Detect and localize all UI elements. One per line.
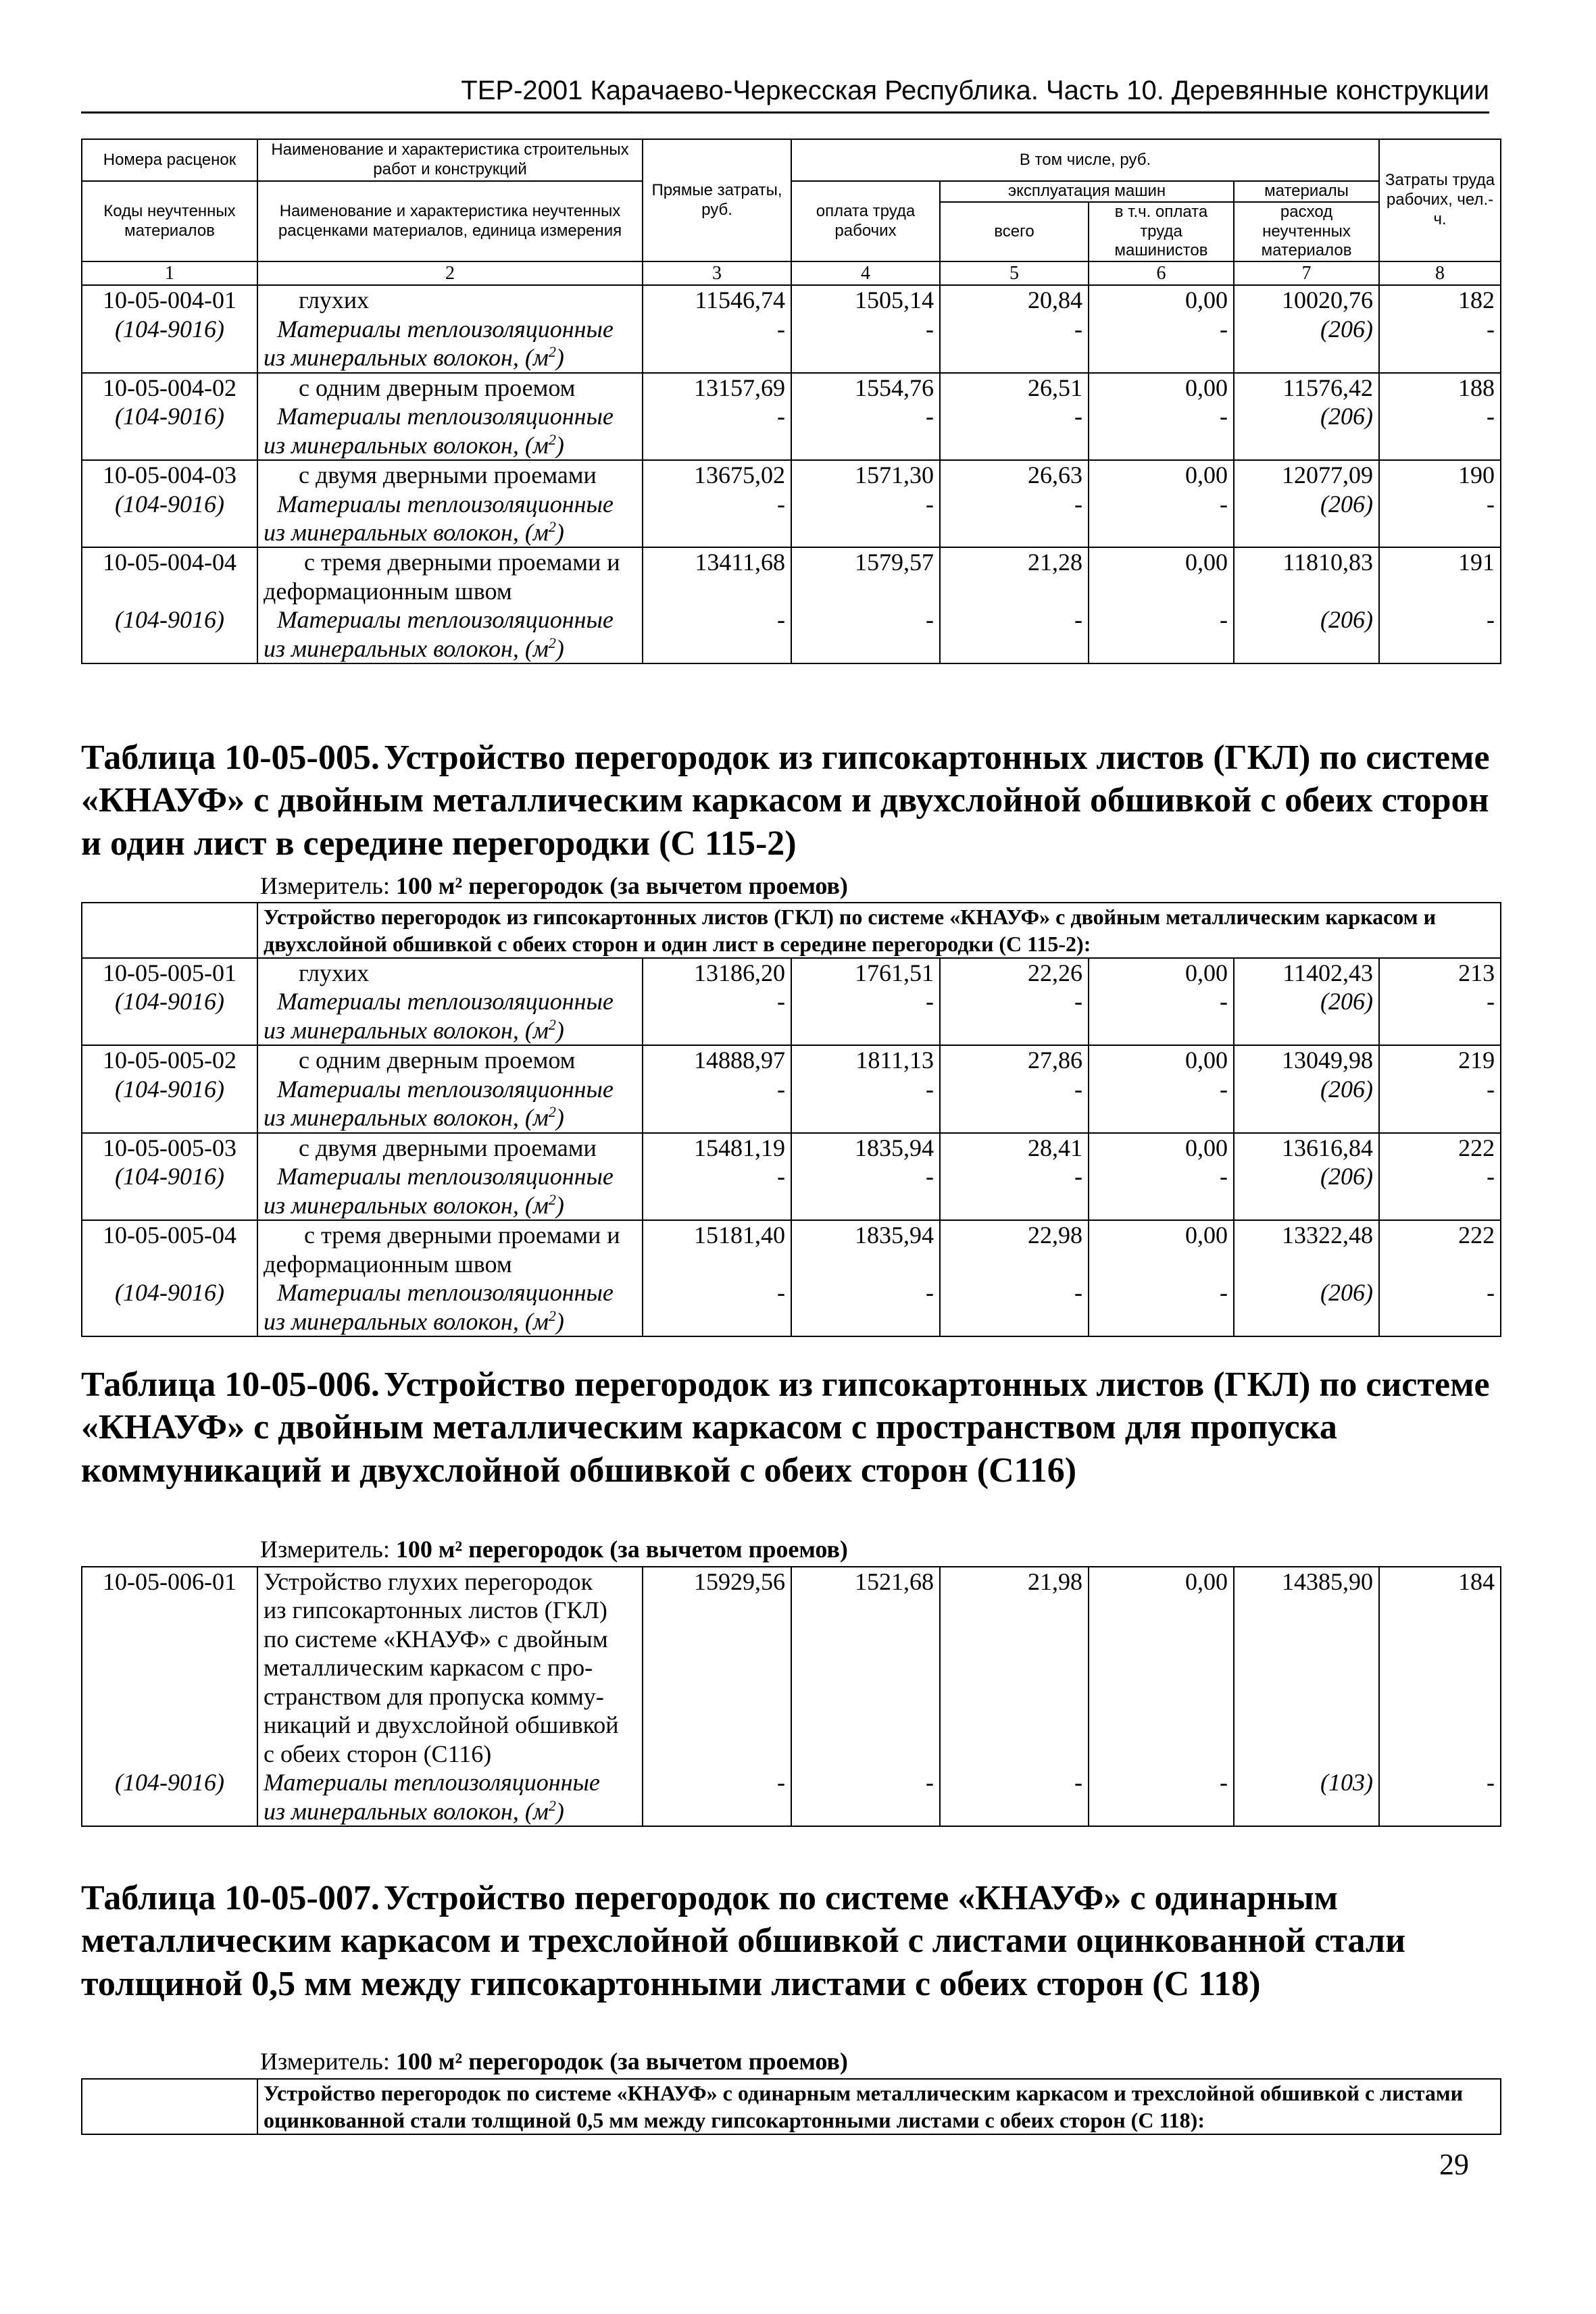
unit-close: ) bbox=[555, 1307, 564, 1335]
unit-close: ) bbox=[555, 1016, 564, 1044]
colnum: 3 bbox=[643, 261, 791, 285]
rates-table-10-05-006 bbox=[81, 1566, 1501, 1827]
rate-name-line: странством для пропуска комму- bbox=[264, 1682, 604, 1710]
dash: - bbox=[791, 605, 940, 663]
dash: - bbox=[940, 1162, 1089, 1220]
header-wage: оплата труда рабочих bbox=[791, 181, 940, 261]
header-materials-sub: расход неучтенных материалов bbox=[1234, 202, 1379, 261]
direct-costs: 14888,97 bbox=[643, 1045, 791, 1074]
materials: 14385,90 bbox=[1234, 1567, 1379, 1768]
dash: - bbox=[1379, 605, 1501, 663]
direct-costs: 13675,02 bbox=[643, 460, 791, 489]
material-quantity: (206) bbox=[1234, 1075, 1379, 1133]
labor: 222 bbox=[1379, 1133, 1501, 1162]
table-caption: Устройство перегородок по системе «КНАУФ» с одинарным металлическим каркасом и трехслойной обшивкой с листами оцинкованной стали толщиной 0,5 мм между гипсокартонными листами с обеих сторон (С 118) bbox=[81, 1879, 1406, 2003]
materials: 12077,09 bbox=[1234, 460, 1379, 489]
material-name-line bbox=[264, 343, 637, 372]
material-row bbox=[82, 1278, 1501, 1336]
materials: 11402,43 bbox=[1234, 958, 1379, 987]
table-number: Таблица 10-05-007. bbox=[81, 1879, 380, 1917]
material-name-line bbox=[264, 1307, 637, 1336]
material-name-line bbox=[264, 1016, 637, 1045]
wage: 1835,94 bbox=[791, 1220, 940, 1278]
direct-costs: 13157,69 bbox=[643, 373, 791, 402]
material-name-line bbox=[264, 1191, 637, 1219]
dash: - bbox=[940, 987, 1089, 1045]
labor: 191 bbox=[1379, 547, 1501, 605]
table-10-05-006-title bbox=[81, 1363, 1500, 1492]
rate-name-line: из гипсокартонных листов (ГКЛ) bbox=[264, 1596, 607, 1624]
header-name-bottom: Наименование и характеристика неучтенных расценками материалов, единица измерения bbox=[257, 181, 643, 261]
material-name-line bbox=[264, 1103, 637, 1132]
dash: - bbox=[791, 1278, 940, 1336]
material-quantity: (206) bbox=[1234, 1278, 1379, 1336]
material-code: (104-9016) bbox=[82, 1075, 257, 1133]
dash: - bbox=[1089, 605, 1234, 663]
material-quantity: (206) bbox=[1234, 1162, 1379, 1220]
machines-total: 22,98 bbox=[940, 1220, 1089, 1278]
unit-exponent: 2 bbox=[548, 518, 556, 535]
dash: - bbox=[1089, 1075, 1234, 1133]
material-name-text: из минеральных волокон, (м bbox=[264, 344, 549, 372]
rates-table-10-05-004 bbox=[81, 139, 1501, 664]
labor: 182 bbox=[1379, 285, 1501, 314]
rate-code: 10-05-004-03 bbox=[82, 460, 257, 489]
material-name-line: Материалы теплоизоляционные bbox=[277, 1075, 614, 1103]
meter-value: 100 м² перегородок (за вычетом проемов) bbox=[395, 1536, 848, 1563]
unit-exponent: 2 bbox=[548, 1307, 556, 1324]
header-name-top: Наименование и характеристика строительных работ и конструкций bbox=[257, 139, 643, 181]
rates-table-10-05-005 bbox=[81, 902, 1501, 1337]
material-code: (104-9016) bbox=[82, 987, 257, 1045]
rate-name: глухих bbox=[257, 285, 643, 314]
labor: 190 bbox=[1379, 460, 1501, 489]
group-caption: Устройство перегородок из гипсокартонных листов (ГКЛ) по системе «КНАУФ» с двойным металлическим каркасом и двухслойной обшивкой с обеих сторон и один лист в середине перегородки (С 115-2): bbox=[257, 903, 1501, 958]
dash: - bbox=[643, 490, 791, 548]
dash: - bbox=[940, 315, 1089, 373]
rate-code: 10-05-005-04 bbox=[82, 1220, 257, 1278]
materials: 10020,76 bbox=[1234, 285, 1379, 314]
material-name bbox=[257, 987, 643, 1045]
material-name-text: из минеральных волокон, (м bbox=[264, 518, 549, 546]
colnum: 8 bbox=[1379, 261, 1501, 285]
dash: - bbox=[940, 605, 1089, 663]
table-row bbox=[82, 285, 1501, 314]
material-code: (104-9016) bbox=[82, 1768, 257, 1826]
machines-wage: 0,00 bbox=[1089, 460, 1234, 489]
materials: 11810,83 bbox=[1234, 547, 1379, 605]
material-name-line: Материалы теплоизоляционные bbox=[264, 1769, 600, 1796]
rate-code: 10-05-006-01 bbox=[82, 1567, 257, 1768]
machines-total: 26,63 bbox=[940, 460, 1089, 489]
material-row bbox=[82, 1768, 1501, 1826]
table-10-05-007-title bbox=[81, 1877, 1500, 2005]
dash: - bbox=[791, 1162, 940, 1220]
material-row bbox=[82, 1162, 1501, 1220]
rate-name-line: деформационным швом bbox=[264, 577, 512, 605]
machines-total: 21,28 bbox=[940, 547, 1089, 605]
table-caption: Устройство перегородок из гипсокартонных листов (ГКЛ) по системе «КНАУФ» с двойным металлическим каркасом и двухслойной обшивкой с обеих сторон и один лист в середине перегородки (С 115-2) bbox=[81, 738, 1490, 863]
dash: - bbox=[791, 315, 940, 373]
unit-exponent: 2 bbox=[548, 430, 556, 448]
direct-costs: 15481,19 bbox=[643, 1133, 791, 1162]
material-name bbox=[257, 315, 643, 373]
machines-wage: 0,00 bbox=[1089, 373, 1234, 402]
material-row bbox=[82, 987, 1501, 1045]
rate-name: с одним дверным проемом bbox=[257, 373, 643, 402]
material-name bbox=[257, 1162, 643, 1220]
header-machines-total: всего bbox=[940, 202, 1089, 261]
material-name-line bbox=[264, 634, 637, 663]
rates-table-10-05-007 bbox=[81, 2078, 1501, 2135]
machines-total: 26,51 bbox=[940, 373, 1089, 402]
unit-close: ) bbox=[555, 344, 564, 372]
wage: 1835,94 bbox=[791, 1133, 940, 1162]
machines-wage: 0,00 bbox=[1089, 1133, 1234, 1162]
material-code: (104-9016) bbox=[82, 1162, 257, 1220]
materials: 11576,42 bbox=[1234, 373, 1379, 402]
direct-costs: 11546,74 bbox=[643, 285, 791, 314]
material-name bbox=[257, 1768, 643, 1826]
rate-name: глухих bbox=[257, 958, 643, 987]
wage: 1571,30 bbox=[791, 460, 940, 489]
table-row bbox=[82, 547, 1501, 605]
rate-code: 10-05-005-02 bbox=[82, 1045, 257, 1074]
material-quantity: (206) bbox=[1234, 490, 1379, 548]
machines-wage: 0,00 bbox=[1089, 547, 1234, 605]
machines-total: 20,84 bbox=[940, 285, 1089, 314]
material-row bbox=[82, 315, 1501, 373]
machines-total: 22,26 bbox=[940, 958, 1089, 987]
table-number: Таблица 10-05-005. bbox=[81, 738, 380, 777]
materials: 13049,98 bbox=[1234, 1045, 1379, 1074]
meter-value: 100 м² перегородок (за вычетом проемов) bbox=[395, 2048, 848, 2075]
wage: 1811,13 bbox=[791, 1045, 940, 1074]
table-10-05-005-meter bbox=[260, 872, 848, 900]
material-name-line: Материалы теплоизоляционные bbox=[277, 606, 614, 634]
material-name-line: Материалы теплоизоляционные bbox=[277, 315, 614, 343]
dash: - bbox=[791, 1768, 940, 1826]
dash: - bbox=[940, 402, 1089, 460]
rate-name bbox=[257, 547, 643, 605]
dash: - bbox=[1089, 1162, 1234, 1220]
rate-name-line: с тремя дверными проемами и bbox=[304, 549, 620, 576]
dash: - bbox=[791, 490, 940, 548]
rate-name: с одним дверным проемом bbox=[257, 1045, 643, 1074]
dash: - bbox=[1379, 1768, 1501, 1826]
colnum: 7 bbox=[1234, 261, 1379, 285]
header-direct-costs: Прямые затраты, руб. bbox=[643, 139, 791, 261]
unit-close: ) bbox=[555, 1191, 564, 1219]
unit-close: ) bbox=[555, 518, 564, 546]
material-code: (104-9016) bbox=[82, 490, 257, 548]
rate-name: с двумя дверными проемами bbox=[257, 1133, 643, 1162]
colnum: 2 bbox=[257, 261, 643, 285]
dash: - bbox=[1379, 1075, 1501, 1133]
material-name-line: Материалы теплоизоляционные bbox=[277, 1163, 614, 1190]
dash: - bbox=[643, 1768, 791, 1826]
rate-code: 10-05-004-01 bbox=[82, 285, 257, 314]
dash: - bbox=[1379, 1278, 1501, 1336]
dash: - bbox=[1089, 490, 1234, 548]
machines-total: 28,41 bbox=[940, 1133, 1089, 1162]
material-code: (104-9016) bbox=[82, 605, 257, 663]
material-code: (104-9016) bbox=[82, 1278, 257, 1336]
meter-label: Измеритель: bbox=[260, 872, 390, 899]
colnum: 4 bbox=[791, 261, 940, 285]
dash: - bbox=[643, 1162, 791, 1220]
rate-name-line: деформационным швом bbox=[264, 1250, 512, 1278]
table-10-05-006-meter bbox=[260, 1535, 848, 1563]
dash: - bbox=[1089, 1768, 1234, 1826]
table-row bbox=[82, 1220, 1501, 1278]
dash: - bbox=[940, 490, 1089, 548]
table-caption: Устройство перегородок из гипсокартонных листов (ГКЛ) по системе «КНАУФ» с двойным металлическим каркасом с пространством для пропуска коммуникаций и двухслойной обшивкой с обеих сторон (С116) bbox=[81, 1365, 1490, 1490]
material-code: (104-9016) bbox=[82, 315, 257, 373]
material-name bbox=[257, 402, 643, 460]
direct-costs: 13411,68 bbox=[643, 547, 791, 605]
material-name bbox=[257, 1075, 643, 1133]
material-name-line: Материалы теплоизоляционные bbox=[277, 1279, 614, 1307]
materials: 13322,48 bbox=[1234, 1220, 1379, 1278]
direct-costs: 15181,40 bbox=[643, 1220, 791, 1278]
dash: - bbox=[1379, 315, 1501, 373]
dash: - bbox=[1379, 1162, 1501, 1220]
wage: 1521,68 bbox=[791, 1567, 940, 1768]
colnum: 1 bbox=[82, 261, 257, 285]
direct-costs: 13186,20 bbox=[643, 958, 791, 987]
header-codes-top: Номера расценок bbox=[82, 139, 257, 181]
material-row bbox=[82, 1075, 1501, 1133]
header-including: В том числе, руб. bbox=[791, 139, 1379, 181]
dash: - bbox=[643, 315, 791, 373]
material-name-text: из минеральных волокон, (м bbox=[264, 1797, 549, 1825]
wage: 1579,57 bbox=[791, 547, 940, 605]
colnum: 6 bbox=[1089, 261, 1234, 285]
dash: - bbox=[643, 402, 791, 460]
table-row bbox=[82, 460, 1501, 489]
rate-name-line: с тремя дверными проемами и bbox=[304, 1222, 620, 1249]
page-number: 29 bbox=[1439, 2148, 1469, 2181]
dash: - bbox=[1379, 490, 1501, 548]
dash: - bbox=[1379, 987, 1501, 1045]
colnum: 5 bbox=[940, 261, 1089, 285]
material-row bbox=[82, 490, 1501, 548]
material-quantity: (206) bbox=[1234, 402, 1379, 460]
material-name-line bbox=[264, 431, 637, 459]
machines-wage: 0,00 bbox=[1089, 1045, 1234, 1074]
dash: - bbox=[791, 1075, 940, 1133]
table-10-05-007-meter bbox=[260, 2047, 848, 2076]
material-quantity: (206) bbox=[1234, 315, 1379, 373]
unit-close: ) bbox=[555, 431, 564, 459]
rate-name-line: по системе «КНАУФ» с двойным bbox=[264, 1625, 608, 1653]
dash: - bbox=[1089, 315, 1234, 373]
machines-total: 21,98 bbox=[940, 1567, 1089, 1768]
unit-exponent: 2 bbox=[548, 1796, 556, 1814]
table-number: Таблица 10-05-006. bbox=[81, 1365, 380, 1404]
wage: 1505,14 bbox=[791, 285, 940, 314]
dash: - bbox=[940, 1768, 1089, 1826]
wage: 1554,76 bbox=[791, 373, 940, 402]
table-row bbox=[82, 373, 1501, 402]
dash: - bbox=[643, 605, 791, 663]
rate-name bbox=[257, 1220, 643, 1278]
rate-code: 10-05-004-02 bbox=[82, 373, 257, 402]
table-row bbox=[82, 1133, 1501, 1162]
unit-exponent: 2 bbox=[548, 634, 556, 651]
dash: - bbox=[643, 1278, 791, 1336]
material-name-text: из минеральных волокон, (м bbox=[264, 1191, 549, 1219]
material-code: (104-9016) bbox=[82, 402, 257, 460]
rate-code: 10-05-005-01 bbox=[82, 958, 257, 987]
material-row bbox=[82, 605, 1501, 663]
dash: - bbox=[643, 1075, 791, 1133]
dash: - bbox=[643, 987, 791, 1045]
material-quantity: (206) bbox=[1234, 987, 1379, 1045]
unit-exponent: 2 bbox=[548, 1015, 556, 1033]
rate-code: 10-05-004-04 bbox=[82, 547, 257, 605]
header-materials: материалы bbox=[1234, 181, 1379, 202]
dash: - bbox=[1089, 1278, 1234, 1336]
material-name-line bbox=[264, 1797, 637, 1826]
group-caption: Устройство перегородок по системе «КНАУФ» с одинарным металлическим каркасом и трехслойной обшивкой с листами оцинкованной стали толщиной 0,5 мм между гипсокартонными листами с обеих сторон (С 118): bbox=[257, 2079, 1501, 2134]
material-name-line: Материалы теплоизоляционные bbox=[277, 988, 614, 1015]
table-10-05-005-title bbox=[81, 736, 1500, 865]
rate-code: 10-05-005-03 bbox=[82, 1133, 257, 1162]
meter-label: Измеритель: bbox=[260, 2048, 390, 2075]
material-quantity: (103) bbox=[1234, 1768, 1379, 1826]
labor: 188 bbox=[1379, 373, 1501, 402]
meter-value: 100 м² перегородок (за вычетом проемов) bbox=[395, 872, 848, 899]
labor: 213 bbox=[1379, 958, 1501, 987]
material-name-line: Материалы теплоизоляционные bbox=[277, 403, 614, 430]
material-name-text: из минеральных волокон, (м bbox=[264, 634, 549, 662]
dash: - bbox=[791, 402, 940, 460]
material-name bbox=[257, 1278, 643, 1336]
rate-name-line: никаций и двухслойной обшивкой bbox=[264, 1711, 619, 1739]
header-codes-bottom: Коды неучтенных материалов bbox=[82, 181, 257, 261]
header-machines: эксплуатация машин bbox=[940, 181, 1234, 202]
header-labor: Затраты труда рабочих, чел.-ч. bbox=[1379, 139, 1501, 261]
material-name-text: из минеральных волокон, (м bbox=[264, 1104, 549, 1132]
unit-exponent: 2 bbox=[548, 343, 556, 361]
material-name-text: из минеральных волокон, (м bbox=[264, 1016, 549, 1044]
material-name bbox=[257, 490, 643, 548]
rate-name-line: с обеих сторон (С116) bbox=[264, 1740, 492, 1767]
column-numbers bbox=[82, 261, 1501, 285]
machines-total: 27,86 bbox=[940, 1045, 1089, 1074]
labor: 219 bbox=[1379, 1045, 1501, 1074]
machines-wage: 0,00 bbox=[1089, 285, 1234, 314]
material-name-text: из минеральных волокон, (м bbox=[264, 1307, 549, 1335]
unit-close: ) bbox=[555, 1797, 564, 1825]
unit-close: ) bbox=[555, 634, 564, 662]
machines-wage: 0,00 bbox=[1089, 958, 1234, 987]
dash: - bbox=[1379, 402, 1501, 460]
material-row bbox=[82, 402, 1501, 460]
dash: - bbox=[940, 1075, 1089, 1133]
running-header: ТЕР-2001 Карачаево-Черкесская Республика. Часть 10. Деревянные конструкции bbox=[81, 76, 1489, 114]
machines-wage: 0,00 bbox=[1089, 1567, 1234, 1768]
material-quantity: (206) bbox=[1234, 605, 1379, 663]
materials: 13616,84 bbox=[1234, 1133, 1379, 1162]
wage: 1761,51 bbox=[791, 958, 940, 987]
labor: 184 bbox=[1379, 1567, 1501, 1768]
material-name-line: Материалы теплоизоляционные bbox=[277, 490, 614, 518]
dash: - bbox=[1089, 987, 1234, 1045]
unit-exponent: 2 bbox=[548, 1190, 556, 1208]
table-row bbox=[82, 1045, 1501, 1074]
dash: - bbox=[791, 987, 940, 1045]
meter-label: Измеритель: bbox=[260, 1536, 390, 1563]
material-name-text: из минеральных волокон, (м bbox=[264, 431, 549, 459]
machines-wage: 0,00 bbox=[1089, 1220, 1234, 1278]
rate-name bbox=[257, 1567, 643, 1768]
header-machines-wage: в т.ч. оплата труда машинистов bbox=[1089, 202, 1234, 261]
direct-costs: 15929,56 bbox=[643, 1567, 791, 1768]
dash: - bbox=[940, 1278, 1089, 1336]
material-name bbox=[257, 605, 643, 663]
rate-name-line: металлическим каркасом с про- bbox=[264, 1654, 593, 1682]
rate-name: с двумя дверными проемами bbox=[257, 460, 643, 489]
unit-close: ) bbox=[555, 1104, 564, 1132]
material-name-line bbox=[264, 518, 637, 547]
dash: - bbox=[1089, 402, 1234, 460]
rate-name-line: Устройство глухих перегородок bbox=[264, 1568, 593, 1595]
labor: 222 bbox=[1379, 1220, 1501, 1278]
table-row bbox=[82, 1567, 1501, 1768]
table-row bbox=[82, 958, 1501, 987]
unit-exponent: 2 bbox=[548, 1103, 556, 1121]
